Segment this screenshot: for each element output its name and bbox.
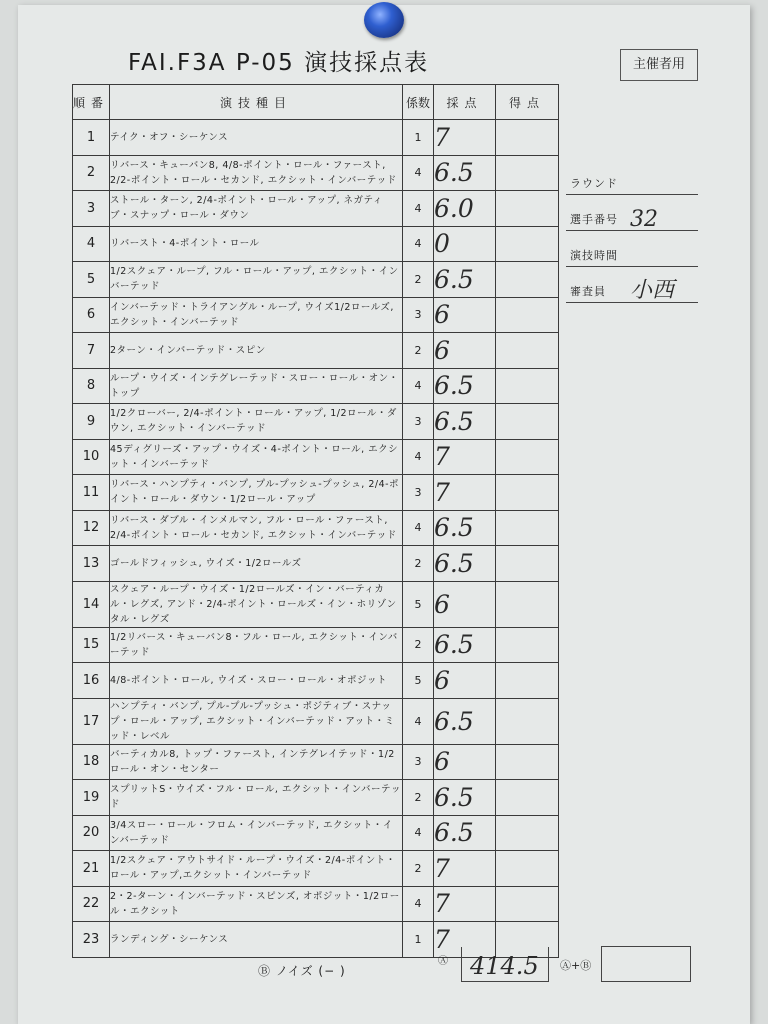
row-number: 13 [73, 546, 110, 582]
performance-time-field [566, 242, 698, 267]
row-number: 22 [73, 886, 110, 922]
row-number: 14 [73, 581, 110, 627]
table-row [73, 581, 559, 627]
table-row [73, 663, 559, 699]
row-number: 23 [73, 922, 110, 958]
row-maneuver-name: 4/8-ポイント・ロール, ウイズ・スロー・ロール・オポジット [110, 663, 403, 699]
judge-label: 審査員 [570, 285, 606, 298]
col-points-header: 得点 [496, 85, 559, 120]
row-maneuver-name: リバース・キューバン8, 4/8-ポイント・ロール・ファースト, 2/2-ポイント・ロール・セカンド, エクシット・インバーテッド [110, 155, 403, 191]
row-number: 16 [73, 663, 110, 699]
row-points [496, 744, 559, 780]
a-total-box: 414.5 [461, 947, 549, 982]
row-points [496, 439, 559, 475]
col-order-header: 順番 [73, 85, 110, 120]
row-maneuver-name: ランディング・シーケンス [110, 922, 403, 958]
row-coefficient: 4 [403, 368, 434, 404]
table-row [73, 475, 559, 511]
row-score: 7 [434, 475, 496, 511]
row-coefficient: 2 [403, 546, 434, 582]
round-field [566, 170, 698, 195]
row-score: 6.5 [434, 815, 496, 851]
table-row [73, 155, 559, 191]
row-score: 7 [434, 120, 496, 156]
col-score-header: 採点 [434, 85, 496, 120]
row-maneuver-name: 2ターン・インバーテッド・スピン [110, 333, 403, 369]
row-score: 7 [434, 922, 496, 958]
table-row [73, 851, 559, 887]
row-maneuver-name: ループ・ウイズ・インテグレーテッド・スロー・ロール・オン・トップ [110, 368, 403, 404]
row-number: 17 [73, 698, 110, 744]
table-row [73, 368, 559, 404]
row-coefficient: 4 [403, 191, 434, 227]
row-coefficient: 4 [403, 698, 434, 744]
row-maneuver-name: スプリットS・ウイズ・フル・ロール, エクシット・インバーテッド [110, 780, 403, 816]
row-points [496, 297, 559, 333]
table-row [73, 627, 559, 663]
row-maneuver-name: ゴールドフィッシュ, ウイズ・1/2ロールズ [110, 546, 403, 582]
table-row [73, 698, 559, 744]
a-plus-b-mark: Ⓐ+Ⓑ [560, 959, 592, 972]
table-row [73, 120, 559, 156]
row-number: 9 [73, 404, 110, 440]
table-row [73, 191, 559, 227]
row-points [496, 226, 559, 262]
row-coefficient: 3 [403, 475, 434, 511]
row-coefficient: 4 [403, 226, 434, 262]
row-maneuver-name: 45ディグリーズ・アップ・ウイズ・4-ポイント・ロール, エクシット・インバーテッド [110, 439, 403, 475]
sheet-title: FAI.F3A P-05 演技採点表 [128, 50, 430, 76]
row-coefficient: 1 [403, 120, 434, 156]
row-points [496, 663, 559, 699]
row-number: 8 [73, 368, 110, 404]
row-coefficient: 2 [403, 851, 434, 887]
player-number-field [566, 206, 698, 231]
row-points [496, 627, 559, 663]
row-points [496, 510, 559, 546]
table-row [73, 744, 559, 780]
row-points [496, 262, 559, 298]
row-number: 5 [73, 262, 110, 298]
row-points [496, 780, 559, 816]
row-score: 0 [434, 226, 496, 262]
row-number: 6 [73, 297, 110, 333]
row-score: 6 [434, 744, 496, 780]
table-row [73, 510, 559, 546]
row-score: 6.5 [434, 155, 496, 191]
row-coefficient: 4 [403, 510, 434, 546]
row-score: 6.5 [434, 510, 496, 546]
row-maneuver-name: 1/2スクェア・ループ, フル・ロール・アップ, エクシット・インバーテッド [110, 262, 403, 298]
row-maneuver-name: 1/2クローバー, 2/4-ポイント・ロール・アップ, 1/2ロール・ダウン, エクシット・インバーテッド [110, 404, 403, 440]
row-score: 6.5 [434, 698, 496, 744]
table-row [73, 226, 559, 262]
row-maneuver-name: 2・2-ターン・インバーテッド・スピンズ, オポジット・1/2ロール・エクシット [110, 886, 403, 922]
judge-field [566, 278, 698, 303]
table-row [73, 780, 559, 816]
table-row [73, 333, 559, 369]
row-score: 6.5 [434, 262, 496, 298]
table-row [73, 815, 559, 851]
row-number: 10 [73, 439, 110, 475]
row-maneuver-name: リバース・ダブル・インメルマン, フル・ロール・ファースト, 2/4-ポイント・ロール・セカンド, エクシット・インバーテッド [110, 510, 403, 546]
table-row [73, 886, 559, 922]
row-score: 6 [434, 333, 496, 369]
row-coefficient: 4 [403, 886, 434, 922]
row-coefficient: 2 [403, 262, 434, 298]
row-score: 6 [434, 297, 496, 333]
row-points [496, 333, 559, 369]
row-coefficient: 4 [403, 815, 434, 851]
row-score: 6.0 [434, 191, 496, 227]
row-coefficient: 2 [403, 780, 434, 816]
row-number: 18 [73, 744, 110, 780]
row-score: 7 [434, 886, 496, 922]
row-points [496, 581, 559, 627]
row-maneuver-name: リバースト・4-ポイント・ロール [110, 226, 403, 262]
judge-value: 小西 [630, 278, 675, 303]
table-row [73, 404, 559, 440]
row-number: 21 [73, 851, 110, 887]
row-coefficient: 2 [403, 333, 434, 369]
table-row [73, 297, 559, 333]
row-coefficient: 4 [403, 439, 434, 475]
row-points [496, 120, 559, 156]
row-score: 6.5 [434, 368, 496, 404]
push-pin-icon [364, 2, 404, 38]
row-maneuver-name: インバーテッド・トライアングル・ループ, ウイズ1/2ロールズ, エクシット・インバーテッド [110, 297, 403, 333]
row-coefficient: 5 [403, 663, 434, 699]
row-maneuver-name: テイク・オフ・シーケンス [110, 120, 403, 156]
row-points [496, 698, 559, 744]
row-number: 7 [73, 333, 110, 369]
row-points [496, 475, 559, 511]
round-label: ラウンド [570, 177, 618, 190]
row-coefficient: 4 [403, 155, 434, 191]
row-coefficient: 5 [403, 581, 434, 627]
performance-time-label: 演技時間 [570, 249, 618, 262]
row-score: 6.5 [434, 780, 496, 816]
row-number: 19 [73, 780, 110, 816]
row-number: 20 [73, 815, 110, 851]
row-score: 6 [434, 581, 496, 627]
row-points [496, 886, 559, 922]
row-maneuver-name: 3/4スロー・ロール・フロム・インバーテッド, エクシット・インバーテッド [110, 815, 403, 851]
row-score: 6.5 [434, 627, 496, 663]
row-points [496, 368, 559, 404]
row-score: 6 [434, 663, 496, 699]
row-points [496, 546, 559, 582]
table-row [73, 439, 559, 475]
row-points [496, 191, 559, 227]
row-maneuver-name: リバース・ハンプティ・バンプ, プル-プッシュ-プッシュ, 2/4-ポイント・ロール・ダウン・1/2ロール・アップ [110, 475, 403, 511]
row-points [496, 815, 559, 851]
a-mark: Ⓐ [438, 956, 448, 967]
row-score: 7 [434, 439, 496, 475]
table-row [73, 546, 559, 582]
row-coefficient: 2 [403, 627, 434, 663]
row-maneuver-name: スクェア・ループ・ウイズ・1/2ロールズ・イン・バーティカル・レグズ, アンド・2/4-ポイント・ロールズ・イン・ホリゾンタル・レグズ [110, 581, 403, 627]
row-coefficient: 3 [403, 744, 434, 780]
row-number: 3 [73, 191, 110, 227]
row-points [496, 155, 559, 191]
host-use-label: 主催者用 [620, 49, 698, 81]
col-maneuver-header: 演技種目 [110, 85, 403, 120]
row-coefficient: 1 [403, 922, 434, 958]
row-coefficient: 3 [403, 297, 434, 333]
row-number: 2 [73, 155, 110, 191]
row-maneuver-name: バーティカル8, トップ・ファースト, インテグレイテッド・1/2ロール・オン・センター [110, 744, 403, 780]
row-number: 4 [73, 226, 110, 262]
row-score: 7 [434, 851, 496, 887]
a-plus-b-total-box [601, 946, 691, 982]
row-coefficient: 3 [403, 404, 434, 440]
row-maneuver-name: ハンプティ・バンプ, プル-プル-プッシュ・ポジティブ・スナップ・ロール・アップ, エクシット・インバーテッド・アット・ミッド・レベル [110, 698, 403, 744]
row-score: 6.5 [434, 404, 496, 440]
noise-label: Ⓑ ノイズ (− ) [258, 964, 346, 978]
row-maneuver-name: ストール・ターン, 2/4-ポイント・ロール・アップ, ネガティブ・スナップ・ロール・ダウン [110, 191, 403, 227]
player-number-value: 32 [630, 207, 658, 232]
row-number: 12 [73, 510, 110, 546]
scoring-table [72, 84, 559, 958]
col-coefficient-header: 係数 [403, 85, 434, 120]
player-number-label: 選手番号 [570, 213, 618, 226]
row-number: 1 [73, 120, 110, 156]
row-maneuver-name: 1/2スクェア・アウトサイド・ループ・ウイズ・2/4-ポイント・ロール・アップ,エクシット・インバーテッド [110, 851, 403, 887]
table-header-row [73, 85, 559, 120]
row-points [496, 404, 559, 440]
row-number: 15 [73, 627, 110, 663]
row-number: 11 [73, 475, 110, 511]
row-score: 6.5 [434, 546, 496, 582]
row-maneuver-name: 1/2リバース・キューバン8・フル・ロール, エクシット・インバーテッド [110, 627, 403, 663]
table-row [73, 262, 559, 298]
row-points [496, 851, 559, 887]
